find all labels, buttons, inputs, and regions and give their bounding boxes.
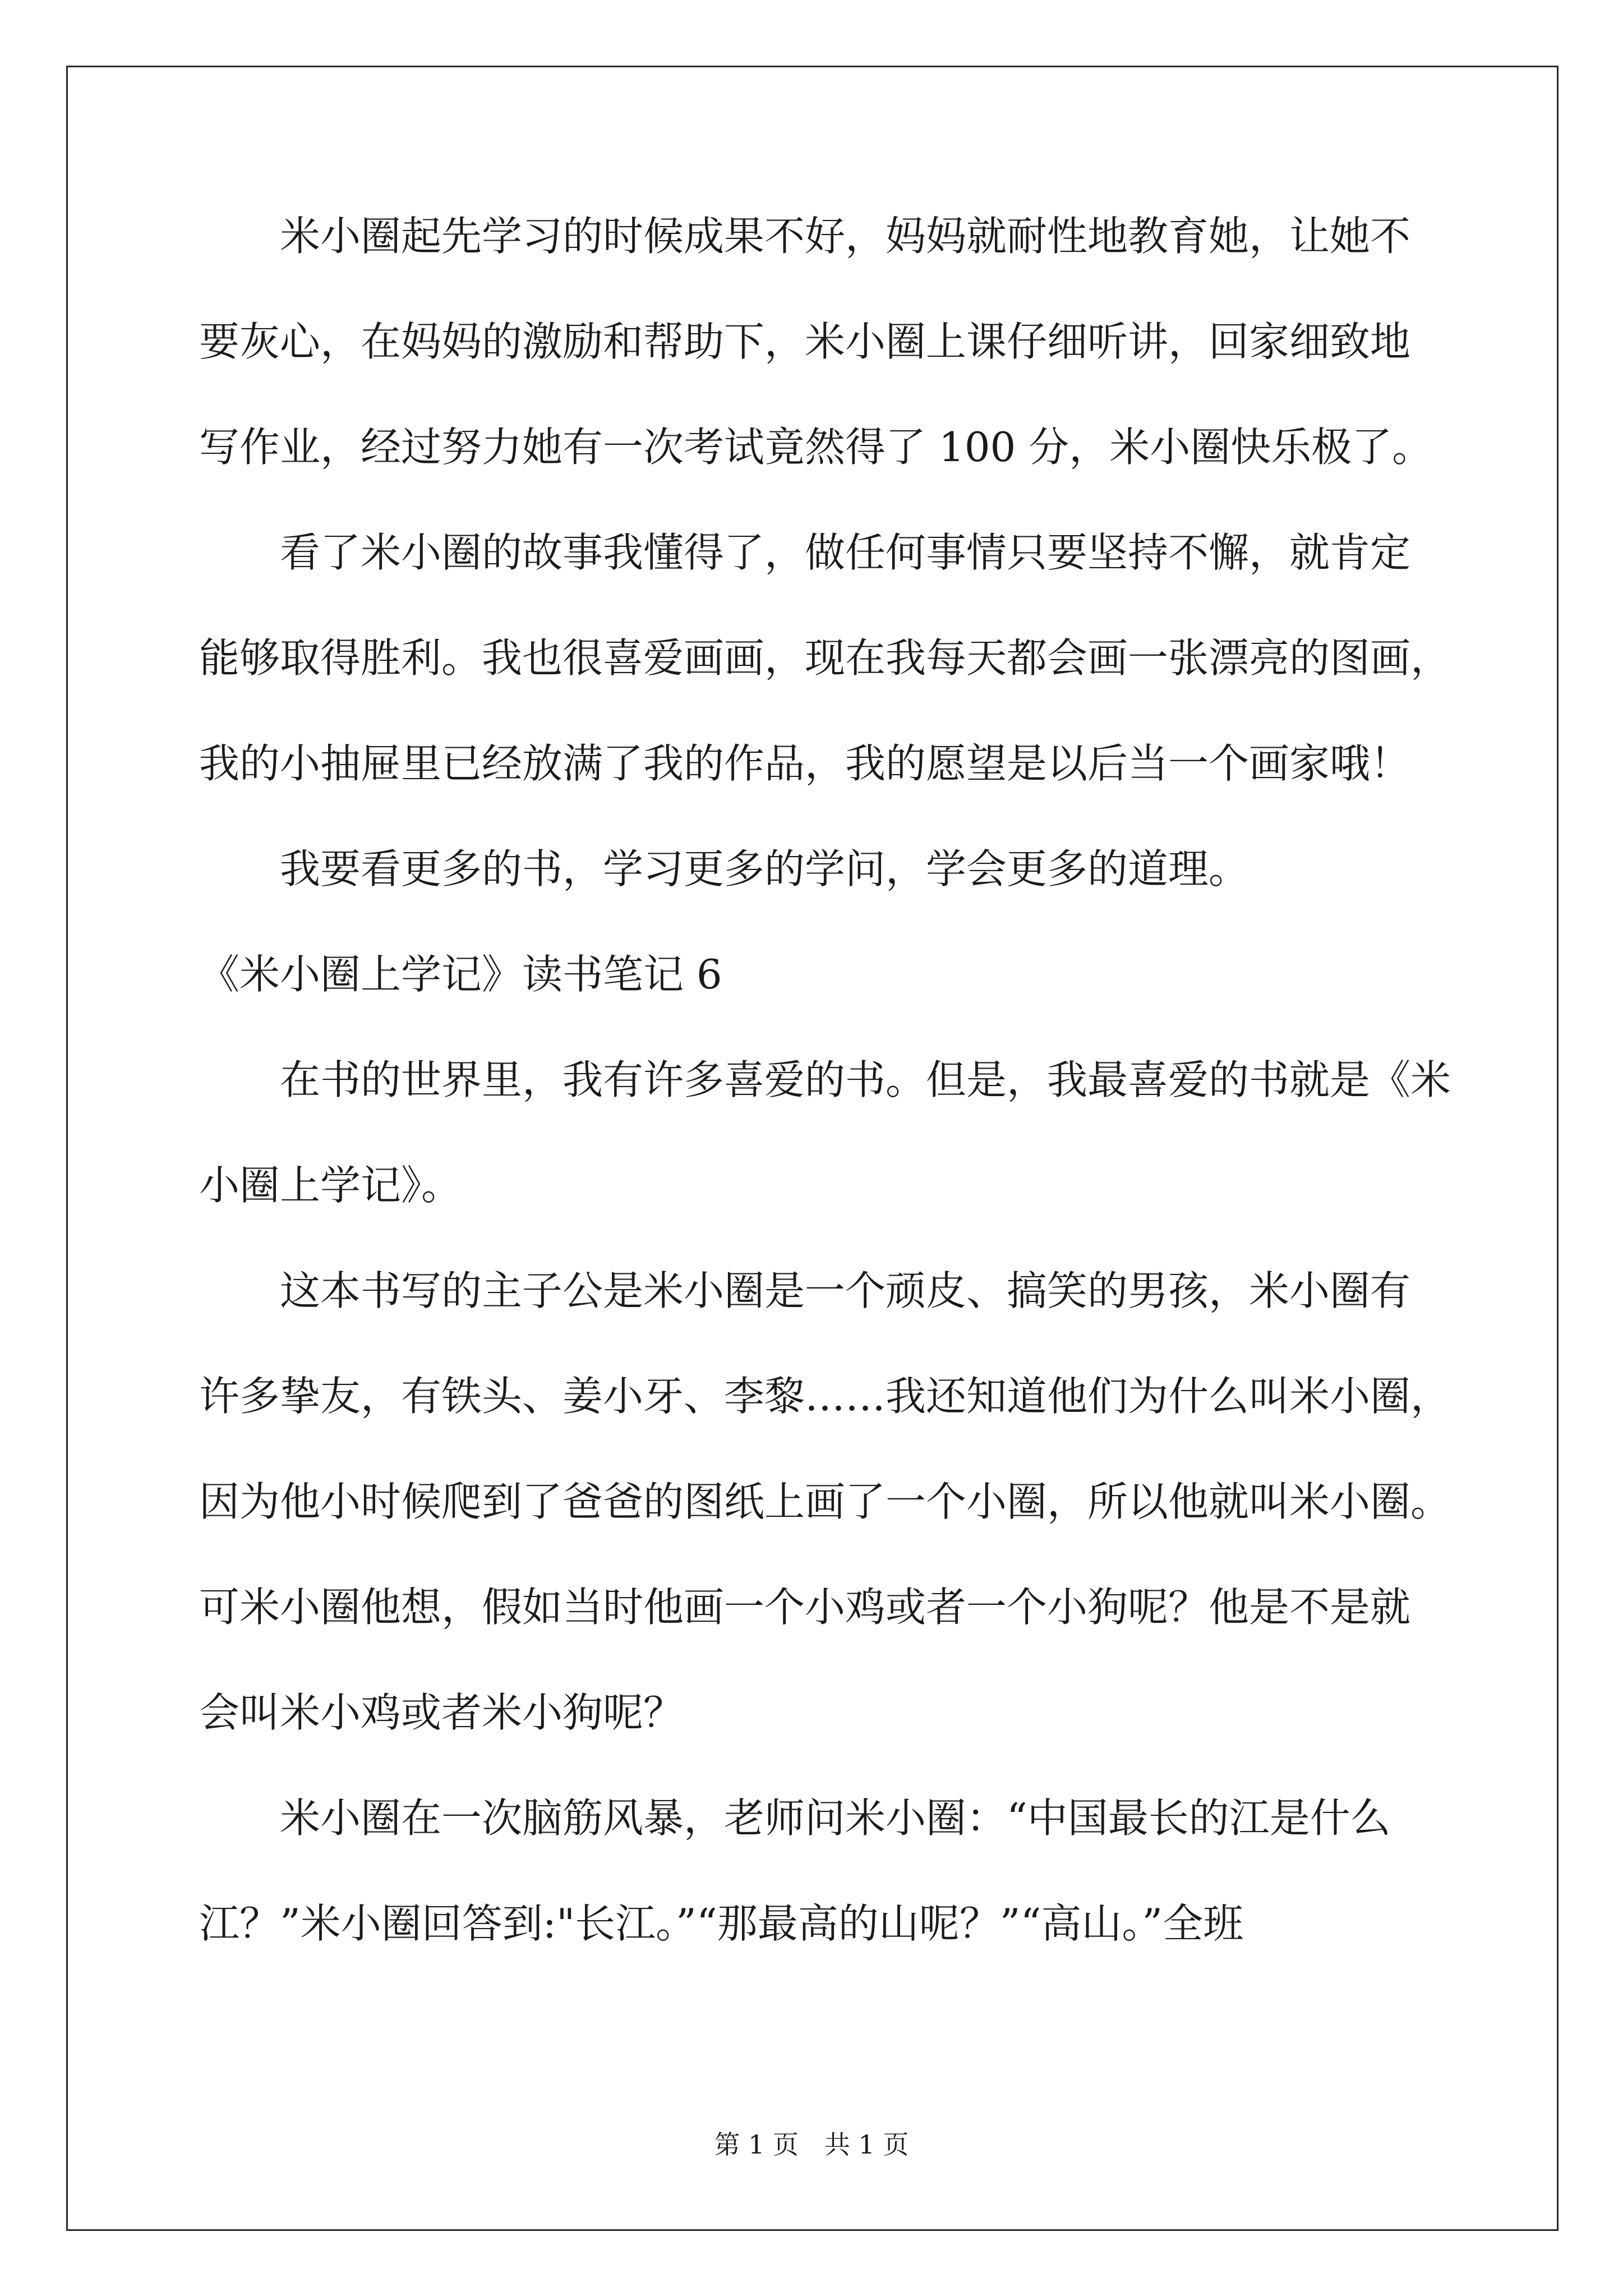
text-line: 要灰心，在妈妈的激励和帮助下，米小圈上课仔细听讲，回家细致地 bbox=[199, 318, 1411, 365]
text-line: 能够取得胜利。我也很喜爱画画，现在我每天都会画一张漂亮的图画， bbox=[199, 634, 1451, 682]
section-heading: 《米小圈上学记》读书笔记 6 bbox=[199, 951, 722, 998]
document-body bbox=[199, 213, 1455, 2009]
text-line: 可米小圈他想，假如当时他画一个小鸡或者一个小狗呢？他是不是就 bbox=[199, 1584, 1411, 1631]
text-line: 江？”米小圈回答到:"长江。”“那最高的山呢？”“高山。”全班 bbox=[199, 1900, 1244, 1947]
text-line: 我要看更多的书，学习更多的学问，学会更多的道理。 bbox=[199, 845, 1249, 892]
text-line: 看了米小圈的故事我懂得了，做任何事情只要坚持不懈，就肯定 bbox=[199, 529, 1411, 576]
text-line: 米小圈起先学习的时候成果不好，妈妈就耐性地教育她，让她不 bbox=[199, 213, 1411, 260]
text-line: 因为他小时候爬到了爸爸的图纸上画了一个小圈，所以他就叫米小圈。 bbox=[199, 1478, 1451, 1525]
text-line: 米小圈在一次脑筋风暴，老师问米小圈：“中国最长的江是什么 bbox=[199, 1795, 1391, 1842]
text-line: 小圈上学记》。 bbox=[199, 1162, 462, 1209]
text-line: 许多挚友，有铁头、姜小牙、李黎……我还知道他们为什么叫米小圈， bbox=[199, 1373, 1451, 1420]
text-line: 这本书写的主子公是米小圈是一个顽皮、搞笑的男孩，米小圈有 bbox=[199, 1267, 1411, 1314]
text-line: 在书的世界里，我有许多喜爱的书。但是，我最喜爱的书就是《米 bbox=[199, 1056, 1451, 1103]
text-line: 我的小抽屉里已经放满了我的作品，我的愿望是以后当一个画家哦！ bbox=[199, 740, 1411, 787]
text-line: 写作业，经过努力她有一次考试竟然得了 100 分，米小圈快乐极了。 bbox=[199, 424, 1433, 471]
text-line: 会叫米小鸡或者米小狗呢？ bbox=[199, 1689, 684, 1736]
page-number-footer: 第 1 页 共 1 页 bbox=[714, 2129, 909, 2160]
